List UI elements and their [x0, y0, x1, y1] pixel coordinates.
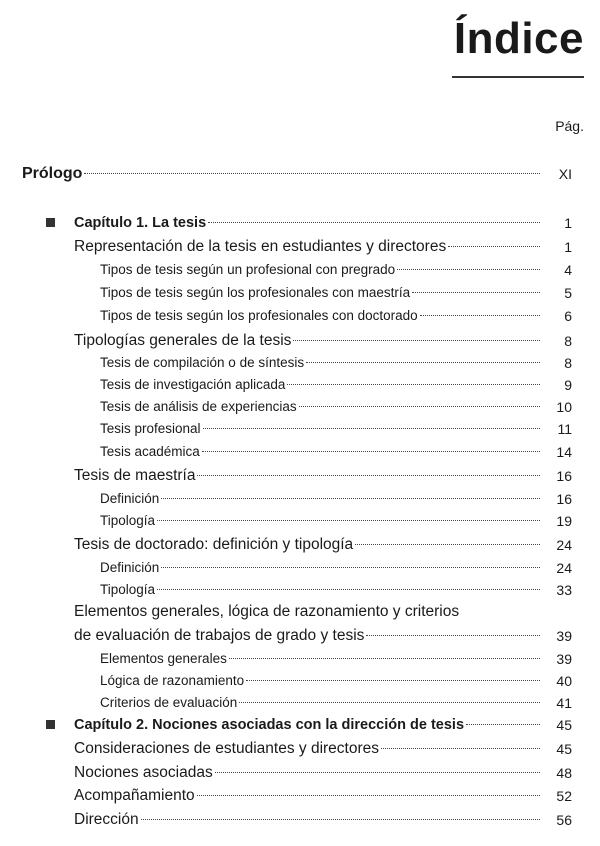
toc-entry-title: Prólogo: [22, 165, 83, 182]
toc-entry[interactable]: [0, 534, 600, 556]
toc-entry[interactable]: [0, 625, 600, 647]
toc-entry[interactable]: [0, 282, 600, 304]
dot-leader: [161, 498, 540, 499]
dot-leader: [197, 475, 540, 476]
toc-page-number: 24: [556, 560, 572, 576]
toc-entry[interactable]: [0, 352, 600, 374]
dot-leader: [229, 658, 540, 659]
toc-entry-title: Tesis de investigación aplicada: [100, 377, 286, 392]
dot-leader: [157, 520, 540, 521]
toc-page-number: 56: [556, 812, 572, 828]
title-underline: [452, 76, 584, 78]
toc-page-number: 4: [564, 262, 572, 278]
toc-entry-title: Criterios de evaluación: [100, 695, 238, 710]
dot-leader: [246, 680, 540, 681]
toc-entry-title: Representación de la tesis en estudiantes y directores: [74, 238, 447, 255]
toc-entry-title: Tesis de doctorado: definición y tipología: [74, 536, 354, 553]
toc-page-number: 48: [556, 765, 572, 781]
toc-entry-title: Tesis de compilación o de síntesis: [100, 355, 305, 370]
toc-entry-title: Elementos generales, lógica de razonamiento y criterios: [74, 603, 460, 620]
square-bullet-icon: [46, 218, 55, 227]
dot-leader: [366, 635, 540, 636]
page-title: Índice: [453, 14, 584, 63]
toc-entry[interactable]: [0, 236, 600, 258]
toc-page-number: 52: [556, 788, 572, 804]
toc-entry-title: Acompañamiento: [74, 787, 195, 804]
toc-entry-title: de evaluación de trabajos de grado y tesis: [74, 627, 365, 644]
toc-entry-title: Tesis de maestría: [74, 467, 196, 484]
toc-page-number: 16: [556, 468, 572, 484]
toc-entry-title: Tesis profesional: [100, 421, 201, 436]
toc-entry[interactable]: [0, 714, 600, 736]
toc-entry[interactable]: [0, 465, 600, 487]
dot-leader: [239, 702, 540, 703]
toc-page-number: 39: [556, 628, 572, 644]
dot-leader: [161, 567, 540, 568]
toc-entry-title: Lógica de razonamiento: [100, 673, 245, 688]
dot-leader: [287, 384, 540, 385]
toc-entry-title: Capítulo 1. La tesis: [74, 215, 207, 231]
dot-leader: [84, 173, 540, 174]
dot-leader: [466, 724, 540, 725]
toc-entry-title: Tipologías generales de la tesis: [74, 332, 292, 349]
dot-leader: [208, 222, 540, 223]
page-column-label: Pág.: [555, 118, 584, 134]
dot-leader: [306, 362, 540, 363]
toc-page-number: 39: [556, 651, 572, 667]
dot-leader: [202, 451, 540, 452]
dot-leader: [293, 340, 540, 341]
toc-page-number: 8: [564, 355, 572, 371]
dot-leader: [215, 772, 540, 773]
toc-entry[interactable]: [0, 212, 600, 234]
toc-entry[interactable]: [0, 163, 600, 185]
toc-page-number: 1: [564, 215, 572, 231]
toc-entry[interactable]: [0, 418, 600, 440]
toc-page-number: 41: [556, 695, 572, 711]
toc-entry[interactable]: [0, 374, 600, 396]
toc-page-number: 5: [564, 285, 572, 301]
toc-entry-title: Tipología: [100, 582, 156, 597]
toc-page-number: 10: [556, 399, 572, 415]
toc-entry[interactable]: [0, 692, 600, 714]
toc-entry[interactable]: [0, 762, 600, 784]
toc-entry[interactable]: [0, 738, 600, 760]
toc-entry[interactable]: [0, 305, 600, 327]
dot-leader: [355, 544, 540, 545]
toc-page-number: 24: [556, 537, 572, 553]
toc-entry[interactable]: [0, 510, 600, 532]
toc-page-number: 14: [556, 444, 572, 460]
dot-leader: [381, 748, 540, 749]
toc-entry-title: Tipología: [100, 513, 156, 528]
toc-entry-title: Capítulo 2. Nociones asociadas con la dirección de tesis: [74, 717, 465, 733]
toc-page-number: 8: [564, 333, 572, 349]
toc-entry-title: Tipos de tesis según los profesionales con doctorado: [100, 308, 418, 323]
toc-page-number: 9: [564, 377, 572, 393]
toc-entry[interactable]: [0, 330, 600, 352]
toc-page-number: XI: [558, 166, 572, 182]
toc-page-number: 19: [556, 513, 572, 529]
toc-page-number: 45: [556, 741, 572, 757]
toc-entry[interactable]: [0, 488, 600, 510]
dot-leader: [420, 315, 540, 316]
toc-page-number: 1: [564, 239, 572, 255]
toc-entry-title: Definición: [100, 491, 160, 506]
dot-leader: [397, 269, 540, 270]
dot-leader: [141, 819, 540, 820]
toc-entry[interactable]: [0, 259, 600, 281]
toc-entry-title: Tipos de tesis según los profesionales con maestría: [100, 285, 411, 300]
toc-entry-title: Dirección: [74, 811, 139, 828]
toc-page-number: 16: [556, 491, 572, 507]
toc-entry-title: Tipos de tesis según un profesional con pregrado: [100, 262, 396, 277]
toc-page-number: 6: [564, 308, 572, 324]
toc-entry-title: Definición: [100, 560, 160, 575]
dot-leader: [412, 292, 540, 293]
toc-entry[interactable]: [0, 396, 600, 418]
toc-entry[interactable]: [0, 601, 600, 623]
toc-entry-title: Tesis académica: [100, 444, 200, 459]
toc-page-number: 33: [556, 582, 572, 598]
dot-leader: [299, 406, 540, 407]
toc-entry[interactable]: [0, 785, 600, 807]
toc-entry-title: Tesis de análisis de experiencias: [100, 399, 297, 414]
toc-entry-title: Elementos generales: [100, 651, 227, 666]
toc-entry[interactable]: [0, 441, 600, 463]
dot-leader: [157, 589, 540, 590]
dot-leader: [197, 795, 540, 796]
toc-entry[interactable]: [0, 648, 600, 670]
toc-page-number: 11: [557, 421, 572, 437]
toc-entry[interactable]: [0, 579, 600, 601]
toc-entry[interactable]: [0, 809, 600, 831]
toc-entry-title: Consideraciones de estudiantes y directores: [74, 740, 380, 757]
toc-entry-title: Nociones asociadas: [74, 764, 213, 781]
toc-entry[interactable]: [0, 670, 600, 692]
toc-entry[interactable]: [0, 557, 600, 579]
toc-page-number: 45: [556, 717, 572, 733]
square-bullet-icon: [46, 720, 55, 729]
toc-page-number: 40: [556, 673, 572, 689]
dot-leader: [448, 246, 540, 247]
dot-leader: [203, 428, 540, 429]
